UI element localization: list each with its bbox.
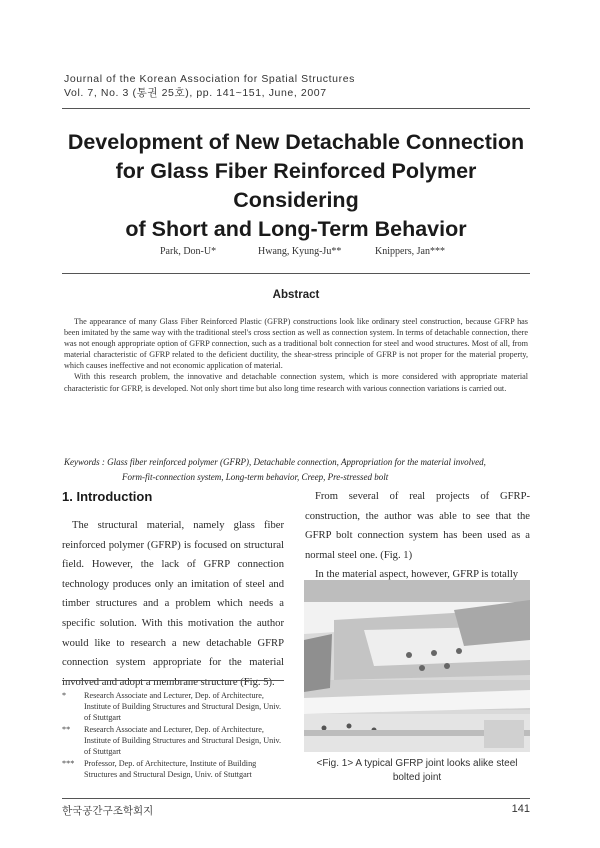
author-2: Hwang, Kyung-Ju** [258, 246, 342, 257]
caption-line-2: bolted joint [392, 772, 442, 783]
footnote-1 [62, 690, 288, 723]
footnote-2 [62, 724, 288, 757]
paper-title [62, 128, 530, 244]
footnotes [62, 690, 288, 781]
journal-name: Journal of the Korean Association for Spatial Structures [64, 73, 355, 85]
footnote-text: Professor, Dep. of Architecture, Institute of Building Structures and Structural Design, Univ. of Stuttgart [84, 759, 257, 779]
section-heading: 1. Introduction [62, 489, 153, 504]
keywords-line-2: Form-fit-connection system, Long-term behavior, Creep, Pre-stressed bolt [122, 472, 389, 482]
footnote-mark: *** [62, 759, 75, 768]
authors-rule [62, 273, 530, 274]
abstract-heading: Abstract [272, 289, 320, 301]
author-1: Park, Don-U* [160, 246, 217, 257]
society-name: 한국공간구조학회지 [62, 805, 154, 817]
footnote-rule [62, 680, 284, 681]
footnote-mark: ** [62, 725, 71, 734]
title-line-1: Development of New Detachable Connection [67, 130, 525, 154]
right-paragraph-2: In the material aspect, however, GFRP is totally [315, 569, 519, 581]
footer-rule [62, 798, 530, 799]
footnote-3 [62, 758, 288, 780]
title-line-2: for Glass Fiber Reinforced Polymer Considering [115, 159, 477, 212]
author-3: Knippers, Jan*** [375, 246, 445, 257]
journal-volume: Vol. 7, No. 3 (통권 25호), pp. 141~151, June, 2007 [64, 87, 327, 99]
abstract-body [64, 316, 528, 394]
header-rule [62, 108, 530, 109]
title-line-3: of Short and Long-Term Behavior [125, 217, 467, 241]
gfrp-joint-photo [304, 580, 530, 752]
footnote-text: Research Associate and Lecturer, Dep. of Architecture, Institute of Building Structures and Structural Design, Univ. of Stuttgart [84, 725, 282, 756]
page-number: 141 [511, 803, 530, 815]
intro-paragraph: The structural material, namely glass fiber reinforced polymer (GFRP) is focused on structural field. However, the lack of GFRP connection technology produces only an imitation of steel and timber structures and a problem which needs a specific solution. With this motivation the author would like to research a new detachable GFRP connection system appropriate for the material involved and adopt a membrane structure (Fig. 5). [62, 520, 284, 688]
footnote-text: Research Associate and Lecturer, Dep. of Architecture, Institute of Building Structures and Structural Design, Univ. of Stuttgart [84, 691, 282, 722]
figure-caption [304, 757, 530, 785]
abstract-paragraph-2: With this research problem, the innovative and detachable connection system, which is more considered with appropriate material characteristic for GFRP, is developed. Not only short time but also long time research with various connection variations is carried out. [64, 372, 528, 393]
right-paragraph-1: From several of real projects of GFRP-construction, the author was able to see that the GFRP bolt connection system has been used as a normal steel one. (Fig. 1) [305, 491, 530, 561]
journal-header [64, 72, 355, 100]
abstract-paragraph-1: The appearance of many Glass Fiber Reinforced Plastic (GFRP) constructions look like ordinary steel construction, because GFRP has been imitated by the same way with the traditional steel's cross section as well as connection system. In terms of detachable connection, there was not enough appropriate option of GFRP connection, such as a traditional bolt connection for steel and wood structures. Most of all, from material characteristic of GFRP related to the deficient ductility, the shear-stress principle of GFRP is not proper for the material property, which causes ineffective and not economic application of material. [64, 317, 528, 371]
footnote-mark: * [62, 691, 67, 700]
keywords [64, 455, 530, 485]
caption-line-1: <Fig. 1> A typical GFRP joint looks alike steel [316, 758, 518, 769]
left-column [62, 516, 284, 692]
right-column [305, 487, 530, 585]
keywords-line-1: Keywords : Glass fiber reinforced polymer (GFRP), Detachable connection, Appropriation for the material involved, [64, 457, 486, 467]
